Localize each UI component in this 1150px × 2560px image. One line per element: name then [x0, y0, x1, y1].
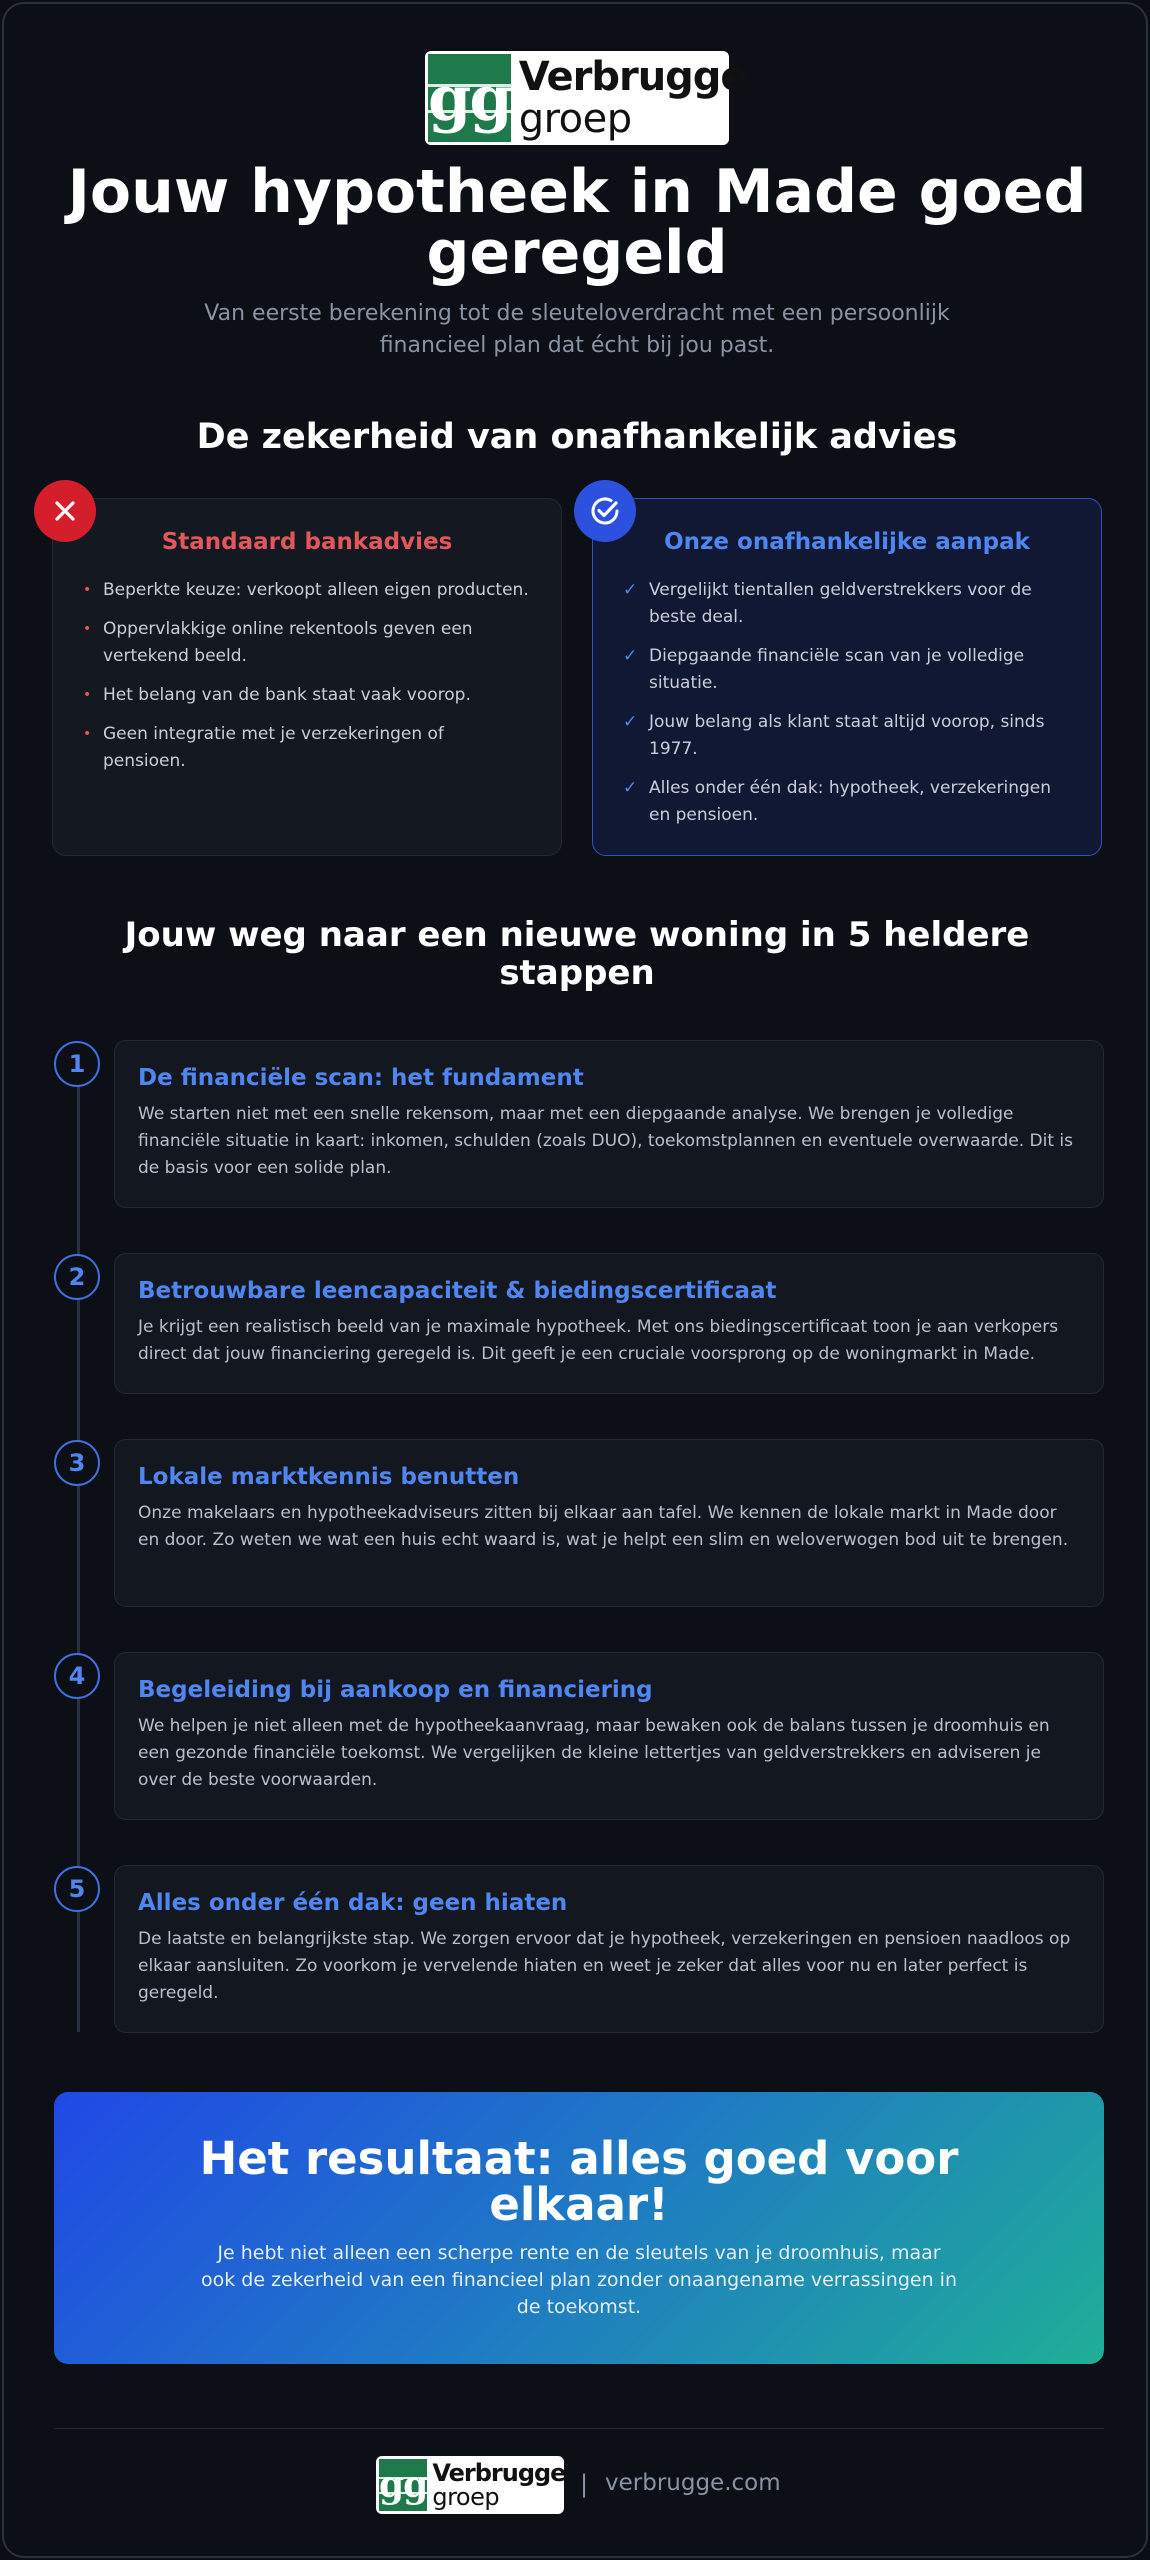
step-text: We helpen je niet alleen met de hypotheekaanvraag, maar bewaken ook de balans tussen je droomhuis en een gezonde financiële toekomst. We vergelijken de kleine lettertjes van geldverstrekkers en adviseren je over de beste voorwaarden.	[138, 1716, 1050, 1790]
page-title: Jouw hypotheek in Made goed geregeld	[67, 157, 1087, 288]
check-circle-icon	[574, 480, 636, 542]
list-item: • Beperkte keuze: verkoopt alleen eigen producten.	[83, 577, 531, 604]
step-number: 3	[54, 1440, 100, 1486]
steps-heading: Jouw weg naar een nieuwe woning in 5 heldere stappen	[124, 915, 1030, 993]
step-title: Betrouwbare leencapaciteit & biedingscertificaat	[138, 1278, 777, 1304]
bullet-icon: •	[83, 621, 92, 637]
page-subtitle: Van eerste berekening tot de sleuteloverdracht met een persoonlijk financieel plan dat écht bij jou past.	[204, 301, 950, 358]
bullet-icon: •	[83, 687, 92, 703]
page-frame	[2, 2, 1148, 2558]
step-card	[114, 1253, 1104, 1394]
check-icon: ✓	[623, 712, 638, 732]
footer-logo[interactable]	[376, 2456, 564, 2514]
check-icon: ✓	[623, 580, 638, 600]
footer-divider	[54, 2428, 1104, 2429]
step-number: 1	[54, 1041, 100, 1087]
step-title: Alles onder één dak: geen hiaten	[138, 1890, 568, 1916]
bullet-icon: •	[83, 582, 92, 598]
independent-approach-title: Onze onafhankelijke aanpak	[664, 529, 1030, 555]
independent-approach-card	[592, 498, 1102, 856]
step-number: 2	[54, 1254, 100, 1300]
list-item: ✓ Diepgaande financiële scan van je volledige situatie.	[623, 643, 1071, 697]
list-item: ✓ Vergelijkt tientallen geldverstrekkers voor de beste deal.	[623, 577, 1071, 631]
logo-wordmark	[432, 2461, 565, 2509]
comparison-heading: De zekerheid van onafhankelijk advies	[196, 417, 958, 457]
step-text: Onze makelaars en hypotheekadviseurs zitten bij elkaar aan tafel. We kennen de lokale markt in Made door en door. Zo weten we wat een huis echt waard is, wat je helpt een slim en weloverwogen bod uit te brengen.	[138, 1503, 1069, 1550]
step-card	[114, 1865, 1104, 2033]
header-logo[interactable]	[425, 51, 747, 145]
footer-separator: |	[580, 2470, 589, 2498]
logo-mark: gg	[379, 2459, 427, 2511]
step-title: Begeleiding bij aankoop en financiering	[138, 1677, 653, 1703]
check-icon: ✓	[623, 646, 638, 666]
bank-advice-list	[83, 577, 531, 775]
result-title: Het resultaat: alles goed voor elkaar!	[199, 2132, 959, 2231]
list-item: • Geen integratie met je verzekeringen of pensioen.	[83, 721, 531, 775]
step-card	[114, 1439, 1104, 1607]
logo-line-1: Verbrugge	[518, 54, 747, 100]
bank-advice-title: Standaard bankadvies	[161, 529, 453, 555]
list-item: • Oppervlakkige online rekentools geven een vertekend beeld.	[83, 616, 531, 670]
step-text: De laatste en belangrijkste stap. We zorgen ervoor dat je hypotheek, verzekeringen en pensioen naadloos op elkaar aansluiten. Zo voorkom je vervelende hiaten en weet je zeker dat alles voor nu en later perfect is geregeld.	[138, 1929, 1071, 2003]
website-link[interactable]: verbrugge.com	[605, 2470, 781, 2496]
logo-line-2: groep	[432, 2483, 500, 2511]
check-icon: ✓	[623, 778, 638, 798]
step-text: We starten niet met een snelle rekensom, maar met een diepgaande analyse. We brengen je volledige financiële situatie in kaart: inkomen, schulden (zoals DUO), toekomstplannen en eventuele overwaarde. Dit is de basis voor een solide plan.	[138, 1104, 1073, 1178]
logo-line-2: groep	[518, 96, 632, 142]
result-banner	[54, 2092, 1104, 2364]
step-title: De financiële scan: het fundament	[138, 1065, 584, 1091]
step-title: Lokale marktkennis benutten	[138, 1464, 520, 1490]
list-item: ✓ Jouw belang als klant staat altijd voorop, sinds 1977.	[623, 709, 1071, 763]
step-card	[114, 1652, 1104, 1820]
logo-line-1: Verbrugge	[432, 2459, 566, 2487]
logo-wordmark	[518, 54, 747, 142]
bullet-icon: •	[83, 726, 92, 742]
step-card	[114, 1040, 1104, 1208]
step-number: 5	[54, 1866, 100, 1912]
independent-approach-list	[623, 577, 1071, 829]
bank-advice-card	[52, 498, 562, 856]
result-text: Je hebt niet alleen een scherpe rente en de sleutels van je droomhuis, maar ook de zekerheid van een financieel plan zonder onaangename verrassingen in de toekomst.	[200, 2242, 957, 2318]
logo-mark: gg	[428, 54, 511, 142]
list-item: • Het belang van de bank staat vaak voorop.	[83, 682, 531, 709]
close-icon	[34, 480, 96, 542]
step-text: Je krijgt een realistisch beeld van je maximale hypotheek. Met ons biedingscertificaat toon je aan verkopers direct dat jouw financiering geregeld is. Dit geeft je een cruciale voorsprong op de woningmarkt in Made.	[138, 1317, 1059, 1364]
list-item: ✓ Alles onder één dak: hypotheek, verzekeringen en pensioen.	[623, 775, 1071, 829]
step-number: 4	[54, 1653, 100, 1699]
